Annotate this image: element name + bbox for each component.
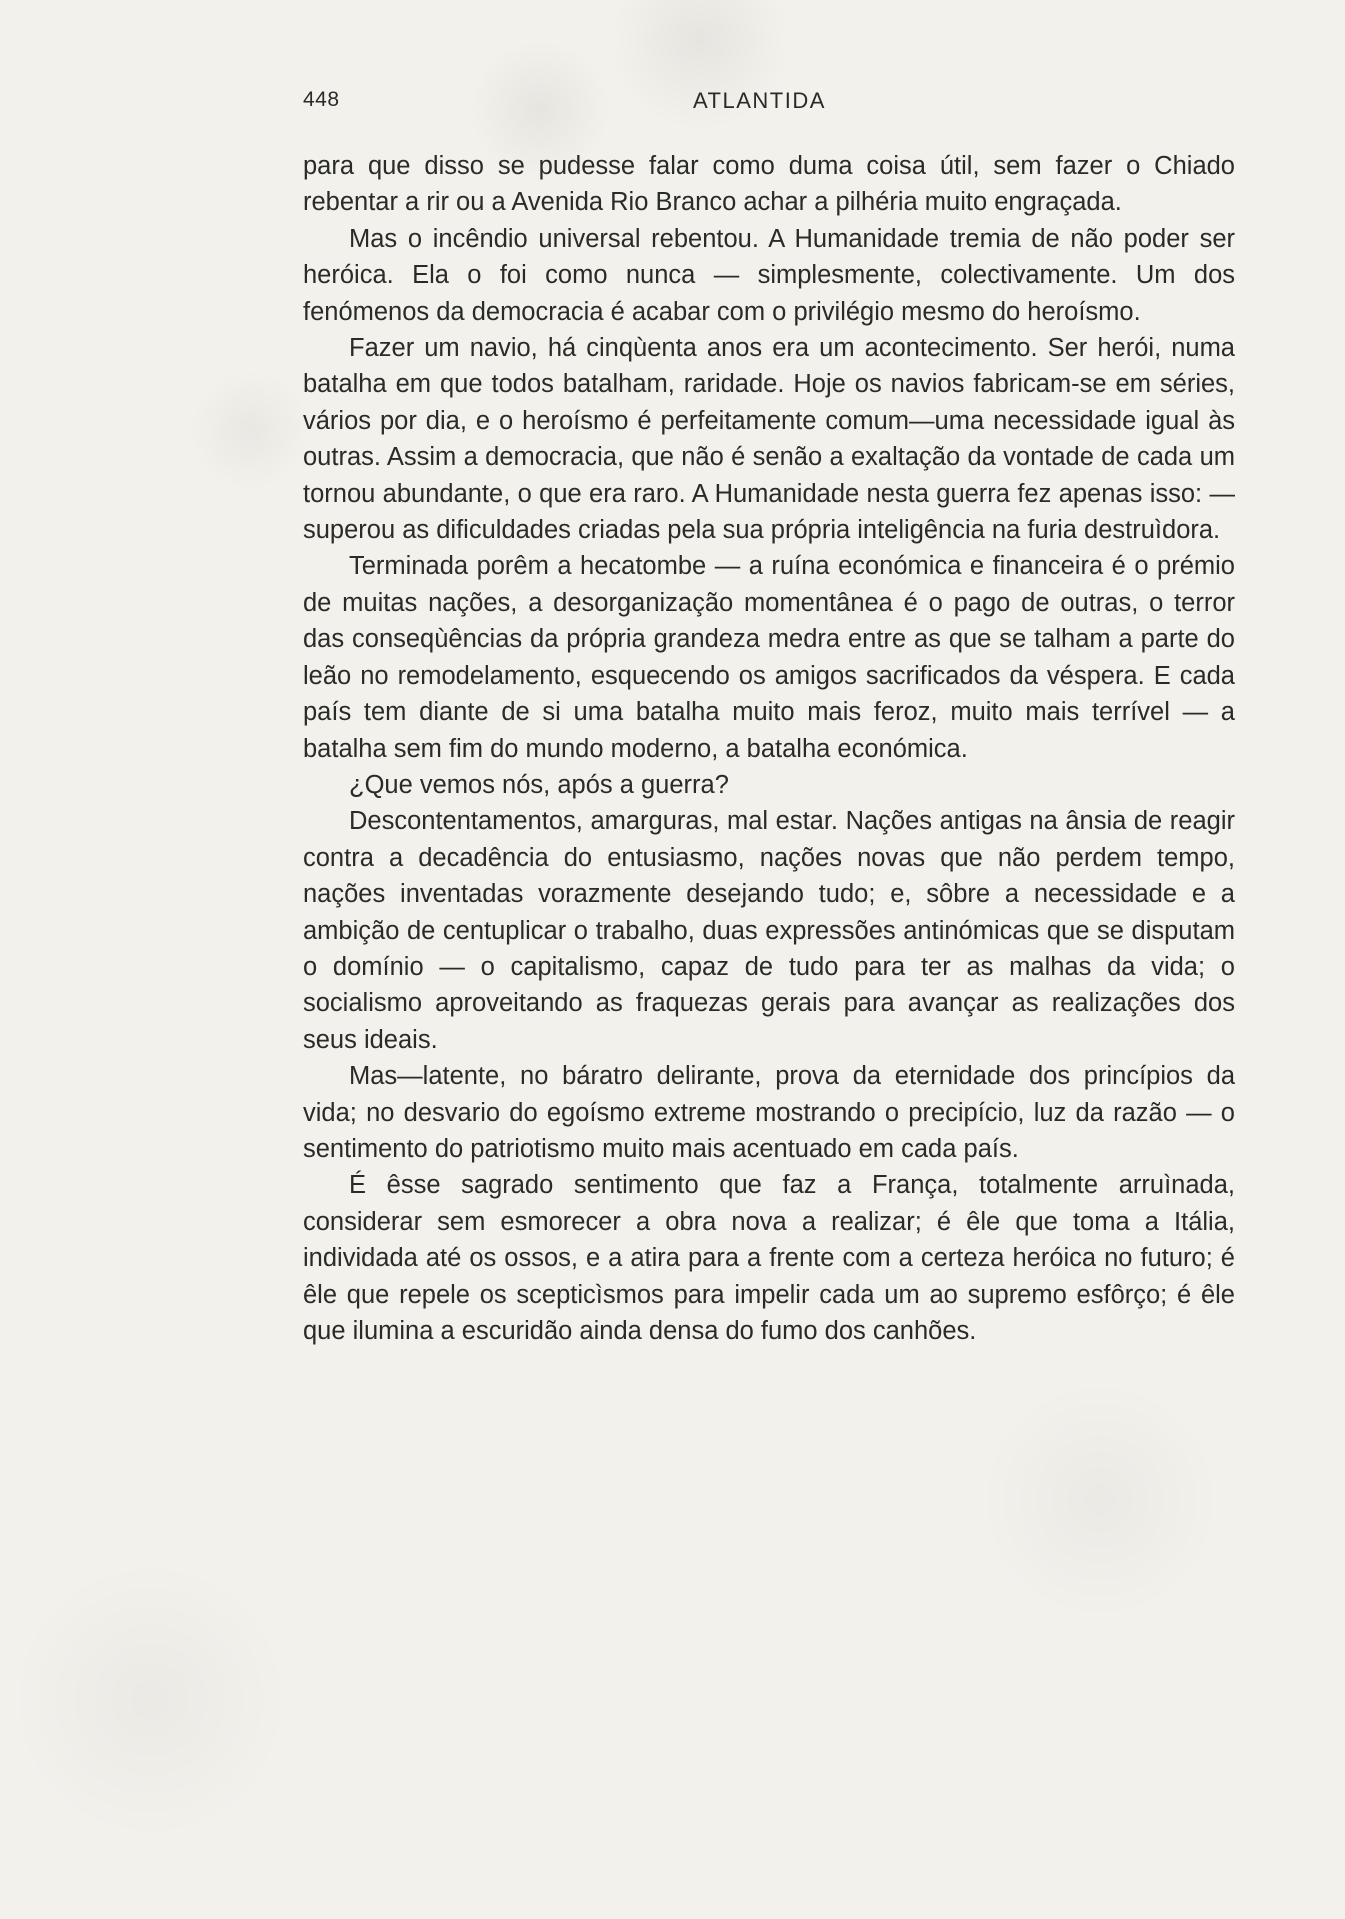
paragraph: Mas—latente, no báratro delirante, prova da eternidade dos princípios da vida; no desvario do egoísmo extreme mostrando o precipício, luz da razão — o sentimento do patriotismo muito mais acentuado em cada país. xyxy=(303,1062,1235,1163)
body-text xyxy=(303,148,1235,1349)
paragraph: É êsse sagrado sentimento que faz a França, totalmente arruìnada, considerar sem esmorecer a obra nova a realizar; é êle que toma a Itália, individada até os ossos, e a atira para a frente com a certeza heróica no futuro; é êle que repele os scepticìsmos para impelir cada um ao supremo esfôrço; é êle que ilumina a escuridão ainda densa do fumo dos canhões. xyxy=(303,1171,1235,1345)
paragraph: Mas o incêndio universal rebentou. A Humanidade tremia de não poder ser heróica. Ela o foi como nunca — simplesmente, colectivamente. Um dos fenómenos da democracia é acabar com o privilégio mesmo do heroísmo. xyxy=(303,224,1235,326)
paragraph: Descontentamentos, amarguras, mal estar. Nações antigas na ânsia de reagir contra a decadência do entusiasmo, nações novas que não perdem tempo, nações inventadas vorazmente desejando tudo; e, sôbre a necessidade e a ambição de centuplicar o trabalho, duas expressões antinómicas que se disputam o domínio — o capitalismo, capaz de tudo para ter as malhas da vida; o socialismo aproveitando as fraquezas gerais para avançar as realizações dos seus ideais. xyxy=(303,807,1235,1054)
paragraph: Terminada porêm a hecatombe — a ruína económica e financeira é o prémio de muitas nações, a desorganização momentânea é o pago de outras, o terror das conseqùências da própria grandeza medra entre as que se talham a parte do leão no remodelamento, esquecendo os amigos sacrificados da véspera. E cada país tem diante de si uma batalha muito mais feroz, muito mais terrível — a batalha sem fim do mundo moderno, a batalha económica. xyxy=(303,552,1235,763)
paragraph-question: ¿Que vemos nós, após a guerra? xyxy=(349,770,729,799)
running-head xyxy=(303,88,1235,118)
page-number: 448 xyxy=(303,88,340,111)
journal-title: ATLANTIDA xyxy=(693,88,826,113)
paragraph: Fazer um navio, há cinqùenta anos era um acontecimento. Ser herói, numa batalha em que todos batalham, raridade. Hoje os navios fabricam-se em séries, vários por dia, e o heroísmo é perfeitamente comum—uma necessidade igual às outras. Assim a democracia, que não é senão a exaltação da vontade de cada um tornou abundante, o que era raro. A Humanidade nesta guerra fez apenas isso: — superou as dificuldades criadas pela sua própria inteligência na furia destruìdora. xyxy=(303,334,1235,545)
paragraph-continued: para que disso se pudesse falar como duma coisa útil, sem fazer o Chiado rebentar a rir ou a Avenida Rio Branco achar a pilhéria muito engraçada. xyxy=(303,152,1235,217)
